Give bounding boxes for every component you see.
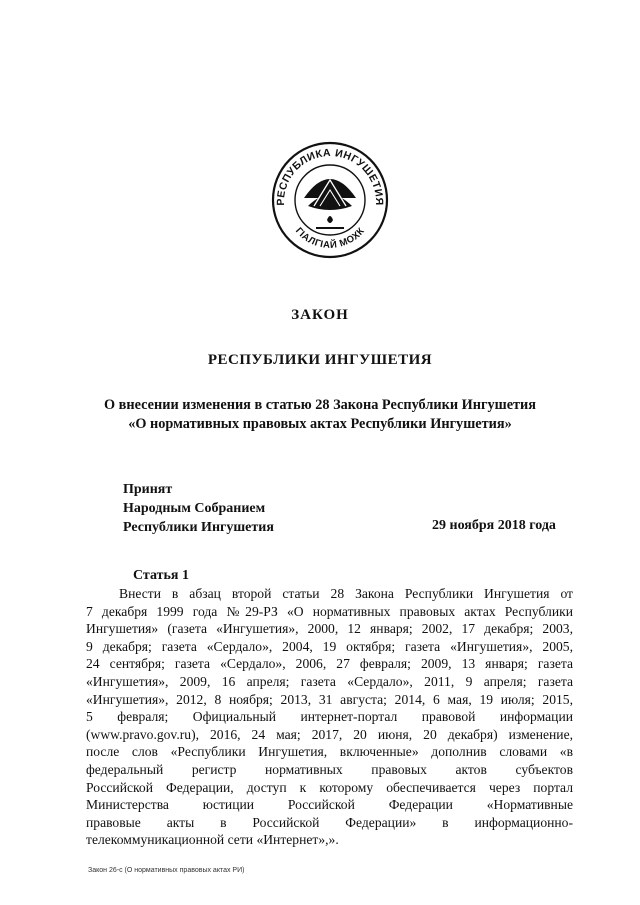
article-line: Российской Федерации, доступ к которому обеспечивается через портал [86, 779, 573, 795]
article-line: (www.pravo.gov.ru), 2016, 24 мая; 2017, 20 июня, 20 декабря) изменение, [86, 726, 573, 742]
article-line: 7 декабря 1999 года №29-РЗ «О нормативных правовых актах Республики [86, 603, 573, 619]
emblem-sun-icon [304, 179, 356, 228]
law-name [0, 396, 640, 434]
article-line: 24 сентября; газета «Сердало», 2006, 27 февраля; 2009, 13 января; газета [86, 656, 573, 672]
article-line: Внести в абзац второй статьи 28 Закона Республики Ингушетия от [119, 586, 573, 601]
article-line: телекоммуникационной сети «Интернет»,». [86, 832, 339, 848]
article-line: 5 февраля; Официальный интернет-портал правовой информации [86, 709, 573, 725]
article-line: «Ингушетия», 2009, 16 апреля; газета «Сердало», 2011, 9 апреля; газета [86, 673, 573, 689]
article-body [86, 585, 573, 849]
emblem-seal [270, 140, 390, 260]
emblem-top-text: РЕСПУБЛИКА ИНГУШЕТИЯ [274, 146, 386, 206]
article-line: правовые акты в Российской Федерации» в информационно- [86, 814, 573, 830]
footer-reference: Закон 26-с (О нормативных правовых актах РИ) [88, 867, 245, 874]
article-line: Ингушетия» (газета «Ингушетия», 2000, 12 января; 2002, 17 декабря; 2003, [86, 621, 573, 637]
article-line: 9 декабря; газета «Сердало», 2004, 19 октября; газета «Ингушетия», 2005, [86, 638, 573, 654]
law-name-line-1: О внесении изменения в статью 28 Закона Республики Ингушетия [103, 397, 537, 413]
adoption-line-3: Республики Ингушетия [123, 520, 274, 535]
law-subtitle: РЕСПУБЛИКИ ИНГУШЕТИЯ [207, 352, 433, 368]
article-title: Статья 1 [133, 568, 189, 583]
emblem-bottom-text: ГІАЛГІАЙ МОХК [292, 225, 368, 251]
law-name-line-2: «О нормативных правовых актах Республики Ингушетия» [128, 416, 512, 432]
adoption-date: 29 ноября 2018 года [432, 518, 556, 533]
adoption-line-1: Принят [123, 482, 173, 497]
article-line: Министерства юстиции Российской Федерации «Нормативные [86, 797, 573, 813]
article-line: после слов «Республики Ингушетия, включенные» дополнив словами «в [86, 744, 573, 760]
adoption-block [123, 480, 274, 537]
article-line: «Ингушетия», 2012, 8 ноября; 2013, 31 августа; 2014, 6 мая, 19 июля; 2015, [86, 691, 573, 707]
law-title: ЗАКОН [291, 307, 349, 323]
adoption-line-2: Народным Собранием [123, 501, 266, 516]
article-line: федеральный регистр нормативных правовых актов субъектов [86, 761, 573, 777]
